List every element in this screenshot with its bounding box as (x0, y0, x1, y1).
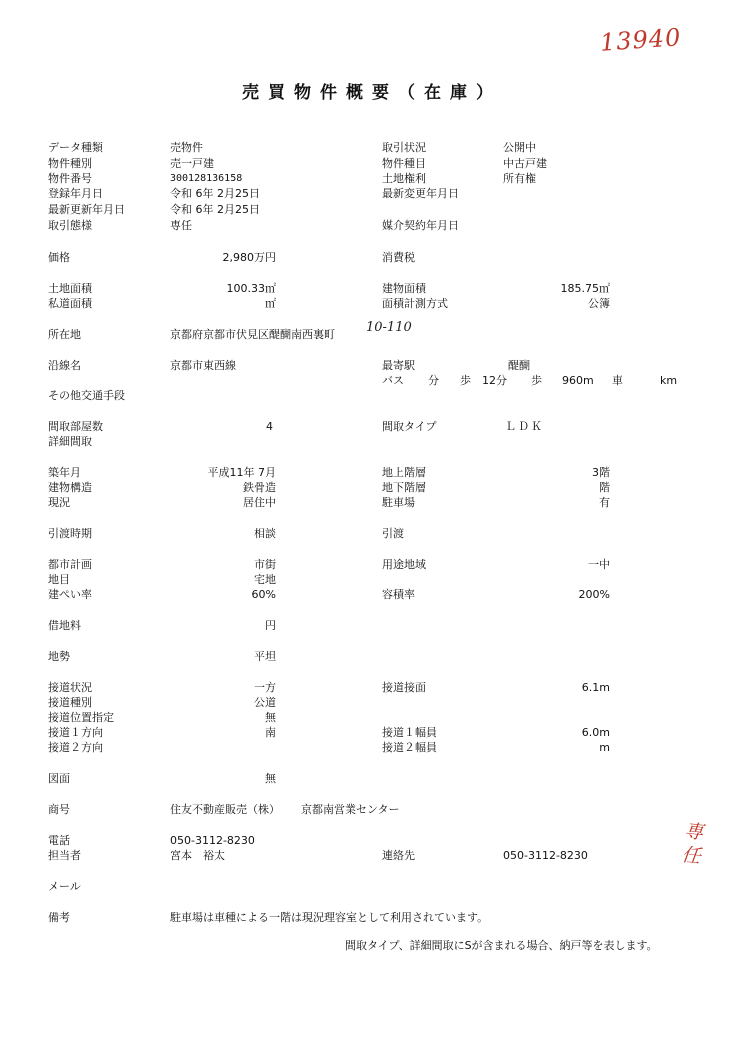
label-registration-date: 登録年月日 (48, 187, 103, 200)
label-latest-update-date: 最新更新年月日 (48, 203, 125, 216)
label-road1-direction: 接道１方向 (48, 726, 103, 739)
label-drawing: 図面 (48, 772, 70, 785)
label-location: 所在地 (48, 328, 81, 341)
value-land-category: 宅地 (254, 573, 276, 586)
label-nearest-station: 最寄駅 (382, 359, 415, 372)
label-handover-time: 引渡時期 (48, 527, 92, 540)
label-floors-above: 地上階層 (382, 466, 426, 479)
value-deal-status: 公開中 (503, 141, 536, 154)
access-km: km (660, 374, 678, 387)
access-bus-minutes: 分 (428, 374, 439, 387)
label-property-number: 物件番号 (48, 172, 92, 185)
value-road-contact-status: 一方 (254, 681, 276, 694)
value-parking: 有 (599, 496, 610, 509)
label-city-planning: 都市計画 (48, 558, 92, 571)
access-walk-minutes: 12分 (482, 374, 507, 387)
label-road2-direction: 接道２方向 (48, 741, 103, 754)
label-layout-type: 間取タイプ (382, 420, 437, 433)
label-latest-change-date: 最新変更年月日 (382, 187, 459, 200)
value-built-date: 平成11年 7月 (207, 466, 276, 479)
value-registration-date: 令和 6年 2月25日 (170, 187, 260, 200)
value-road-type: 公道 (254, 696, 276, 709)
label-handover: 引渡 (382, 527, 404, 540)
value-drawing: 無 (265, 772, 276, 785)
label-railway-line: 沿線名 (48, 359, 81, 372)
value-location: 京都府京都市伏見区醍醐南西裏町 (170, 328, 335, 341)
value-phone: 050-3112-8230 (170, 834, 255, 847)
label-transaction-mode: 取引態様 (48, 219, 92, 232)
label-terrain: 地勢 (48, 650, 70, 663)
value-property-number: 300128136158 (170, 173, 243, 184)
value-road1-direction: 南 (265, 726, 276, 739)
value-layout-type: ＬＤＫ (505, 420, 544, 433)
access-walk-label: 歩 (460, 374, 471, 387)
value-road-position: 無 (265, 711, 276, 724)
value-current-status: 居住中 (243, 496, 276, 509)
label-property-type: 物件種別 (48, 157, 92, 170)
handwritten-stamp: 専任 (680, 819, 705, 868)
value-private-road-area: ㎡ (265, 297, 276, 310)
access-car: 車 (612, 374, 623, 387)
label-contact: 連絡先 (382, 849, 415, 862)
value-branch: 京都南営業センター (301, 803, 400, 816)
footnote: 間取タイプ、詳細間取にSが含まれる場合、納戸等を表します。 (345, 939, 658, 952)
label-floors-below: 地下階層 (382, 481, 426, 494)
label-rooms: 間取部屋数 (48, 420, 103, 433)
label-parking: 駐車場 (382, 496, 415, 509)
value-coverage-ratio: 60% (251, 588, 276, 601)
value-land-rights: 所有権 (503, 172, 536, 185)
value-person: 宮本 裕太 (170, 849, 225, 862)
label-road1-width: 接道１幅員 (382, 726, 437, 739)
access-walk-label-2: 歩 (531, 374, 542, 387)
handwritten-number: 13940 (599, 23, 683, 57)
value-terrain: 平坦 (254, 650, 276, 663)
value-transaction-mode: 専任 (170, 219, 192, 232)
label-coverage-ratio: 建ぺい率 (48, 588, 92, 601)
label-private-road-area: 私道面積 (48, 297, 92, 310)
value-road1-width: 6.0m (581, 726, 610, 739)
handwritten-address-note: 10-110 (366, 320, 412, 335)
value-floor-area-ratio: 200% (578, 588, 610, 601)
label-other-transport: その他交通手段 (48, 389, 125, 402)
document-title: 売買物件概要（在庫） (242, 83, 502, 103)
value-road2-width: m (599, 741, 610, 754)
label-area-measurement: 面積計測方式 (382, 297, 448, 310)
value-land-lease-fee: 円 (265, 619, 276, 632)
value-nearest-station: 醍醐 (508, 359, 530, 372)
label-person: 担当者 (48, 849, 81, 862)
access-bus: バス (382, 374, 404, 387)
label-trade-name: 商号 (48, 803, 70, 816)
label-phone: 電話 (48, 834, 70, 847)
value-land-area: 100.33㎡ (226, 282, 276, 295)
label-current-status: 現況 (48, 496, 70, 509)
label-consumption-tax: 消費税 (382, 251, 415, 264)
label-layout-detail: 詳細間取 (48, 435, 92, 448)
value-city-planning: 市街 (254, 558, 276, 571)
label-road-type: 接道種別 (48, 696, 92, 709)
value-handover-time: 相談 (254, 527, 276, 540)
value-trade-name: 住友不動産販売（株） (170, 803, 280, 816)
value-price: 2,980万円 (222, 251, 276, 264)
label-structure: 建物構造 (48, 481, 92, 494)
value-floors-above: 3階 (592, 466, 610, 479)
value-road-contact-width: 6.1m (581, 681, 610, 694)
value-structure: 鉄骨造 (243, 481, 276, 494)
label-built-date: 築年月 (48, 466, 81, 479)
value-contact: 050-3112-8230 (503, 849, 588, 862)
value-floors-below: 階 (599, 481, 610, 494)
label-data-type: データ種類 (48, 141, 103, 154)
label-road2-width: 接道２幅員 (382, 741, 437, 754)
value-latest-update-date: 令和 6年 2月25日 (170, 203, 260, 216)
label-road-contact-width: 接道接面 (382, 681, 426, 694)
label-floor-area-ratio: 容積率 (382, 588, 415, 601)
label-building-area: 建物面積 (382, 282, 426, 295)
value-remarks: 駐車場は車種による一階は現況理容室として利用されています。 (170, 911, 489, 924)
value-area-measurement: 公簿 (588, 297, 610, 310)
label-land-lease-fee: 借地料 (48, 619, 81, 632)
label-deal-status: 取引状況 (382, 141, 426, 154)
value-data-type: 売物件 (170, 141, 203, 154)
value-property-type: 売一戸建 (170, 157, 214, 170)
label-land-category: 地目 (48, 573, 70, 586)
label-use-district: 用途地域 (382, 558, 426, 571)
value-rooms: 4 (266, 420, 273, 433)
label-remarks: 備考 (48, 911, 70, 924)
label-email: メール (48, 880, 81, 893)
value-railway-line: 京都市東西線 (170, 359, 236, 372)
label-land-rights: 土地権利 (382, 172, 426, 185)
label-price: 価格 (48, 251, 70, 264)
label-road-contact-status: 接道状況 (48, 681, 92, 694)
value-property-item: 中古戸建 (503, 157, 547, 170)
label-brokerage-contract-date: 媒介契約年月日 (382, 219, 459, 232)
label-property-item: 物件種目 (382, 157, 426, 170)
label-land-area: 土地面積 (48, 282, 92, 295)
label-road-position: 接道位置指定 (48, 711, 114, 724)
value-use-district: 一中 (588, 558, 610, 571)
access-distance: 960m (562, 374, 594, 387)
value-building-area: 185.75㎡ (560, 282, 610, 295)
